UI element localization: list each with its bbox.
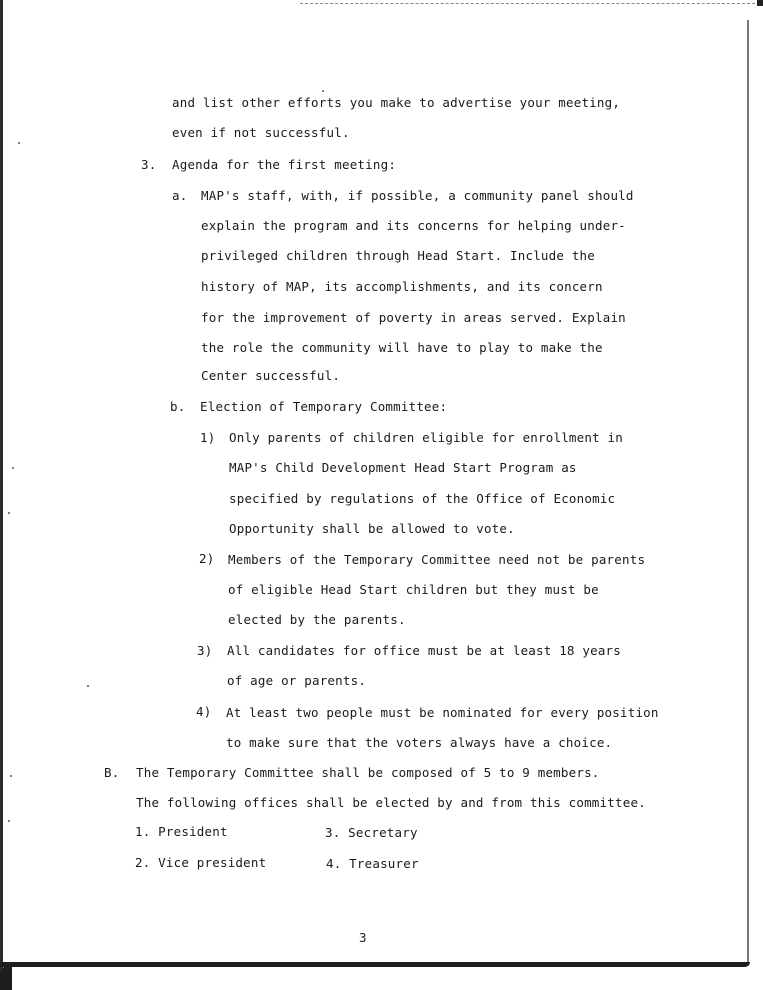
section-label: B.	[104, 765, 120, 780]
text-line: Members of the Temporary Committee need not be parents	[228, 552, 646, 567]
text-line: MAP's Child Development Head Start Program as	[229, 460, 577, 475]
text-line: At least two people must be nominated for every position	[226, 705, 659, 720]
scan-speck	[18, 142, 20, 144]
text-line: the role the community will have to play to make the	[201, 340, 603, 355]
page-edge-bottom-left	[0, 965, 12, 990]
text-line: All candidates for office must be at least 18 years	[227, 643, 622, 658]
text-line: The following offices shall be elected by and from this committee.	[136, 795, 646, 810]
scan-speck	[8, 820, 10, 822]
text-line: and list other efforts you make to advertise your meeting,	[172, 95, 621, 110]
scan-speck	[8, 512, 10, 514]
text-line: explain the program and its concerns for helping under-	[201, 218, 626, 233]
page-edge-top	[300, 3, 755, 4]
list-number: 2)	[199, 551, 215, 566]
office-item: 2. Vice president	[135, 855, 267, 870]
sub-item-label: b.	[170, 399, 186, 414]
text-line: privileged children through Head Start. Include the	[201, 248, 596, 263]
item-heading: Agenda for the first meeting:	[172, 157, 397, 172]
item-number: 3.	[141, 157, 157, 172]
text-line: MAP's staff, with, if possible, a community panel should	[201, 188, 634, 203]
text-line: Opportunity shall be allowed to vote.	[229, 521, 515, 536]
text-line: of eligible Head Start children but they must be	[228, 582, 599, 597]
list-number: 3)	[197, 643, 213, 658]
text-line: The Temporary Committee shall be composed of 5 to 9 members.	[136, 765, 600, 780]
scan-speck	[322, 90, 324, 92]
page-edge-right	[747, 20, 749, 965]
text-line: even if not successful.	[172, 125, 350, 140]
office-item: 3. Secretary	[325, 825, 418, 840]
page-corner-mark	[757, 0, 763, 6]
scan-speck	[87, 685, 89, 687]
text-line: Only parents of children eligible for enrollment in	[229, 430, 624, 445]
list-number: 4)	[196, 704, 212, 719]
office-item: 4. Treasurer	[326, 856, 419, 871]
text-line: elected by the parents.	[228, 612, 406, 627]
scan-speck	[10, 775, 12, 777]
text-line: Center successful.	[201, 368, 341, 383]
scan-speck	[12, 467, 14, 469]
sub-item-heading: Election of Temporary Committee:	[200, 399, 448, 414]
sub-item-label: a.	[172, 188, 188, 203]
text-line: to make sure that the voters always have a choice.	[226, 735, 613, 750]
text-line: for the improvement of poverty in areas served. Explain	[201, 310, 626, 325]
text-line: specified by regulations of the Office of Economic	[229, 491, 616, 506]
page-number: 3	[359, 930, 367, 945]
text-line: history of MAP, its accomplishments, and its concern	[201, 279, 603, 294]
list-number: 1)	[200, 430, 216, 445]
office-item: 1. President	[135, 824, 228, 839]
page-edge-left	[0, 0, 3, 990]
page-edge-bottom	[0, 962, 750, 967]
text-line: of age or parents.	[227, 673, 367, 688]
